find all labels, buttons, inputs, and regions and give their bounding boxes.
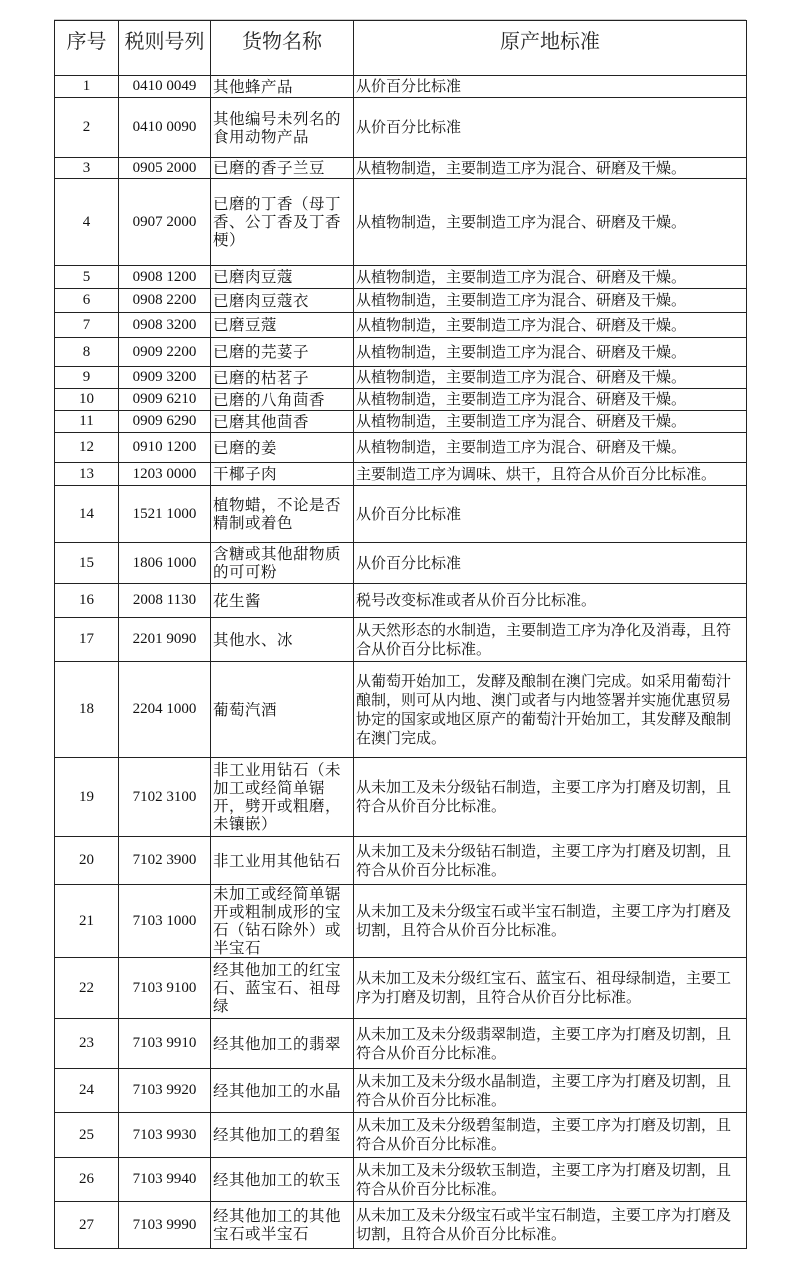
origin-standard-cell: 从植物制造，主要制造工序为混合、研磨及干燥。 — [354, 411, 747, 433]
table-row — [55, 289, 747, 313]
origin-standard-cell: 从植物制造，主要制造工序为混合、研磨及干燥。 — [354, 433, 747, 463]
origin-standard-cell: 从植物制造，主要制造工序为混合、研磨及干燥。 — [354, 313, 747, 338]
goods-name-cell: 其他编号未列名的食用动物产品 — [211, 98, 354, 158]
tariff-code-cell: 0908 2200 — [119, 289, 211, 313]
tariff-code-cell: 2204 1000 — [119, 662, 211, 758]
goods-name-cell: 已磨的枯茗子 — [211, 367, 354, 389]
goods-name-cell: 未加工或经简单锯开或粗制成形的宝石（钻石除外）或半宝石 — [211, 885, 354, 958]
tariff-code-cell: 7103 9940 — [119, 1158, 211, 1202]
table-row — [55, 411, 747, 433]
serial-cell: 8 — [55, 338, 119, 367]
goods-name-cell: 干椰子肉 — [211, 463, 354, 486]
origin-standard-cell: 从未加工及未分级宝石或半宝石制造，主要工序为打磨及切割，且符合从价百分比标准。 — [354, 885, 747, 958]
goods-name-cell: 已磨的八角茴香 — [211, 389, 354, 411]
table-row — [55, 543, 747, 584]
serial-cell: 23 — [55, 1019, 119, 1069]
goods-name-cell: 非工业用钻石（未加工或经简单锯开，劈开或粗磨，未镶嵌） — [211, 758, 354, 837]
origin-standard-cell: 从植物制造，主要制造工序为混合、研磨及干燥。 — [354, 289, 747, 313]
table-row — [55, 338, 747, 367]
serial-cell: 26 — [55, 1158, 119, 1202]
tariff-code-cell: 0907 2000 — [119, 179, 211, 266]
origin-standard-cell: 主要制造工序为调味、烘干，且符合从价百分比标准。 — [354, 463, 747, 486]
header-origin-standard: 原产地标准 — [354, 21, 747, 76]
header-goods-name: 货物名称 — [211, 21, 354, 76]
tariff-code-cell: 7103 9990 — [119, 1202, 211, 1249]
table-row — [55, 662, 747, 758]
tariff-code-cell: 0909 3200 — [119, 367, 211, 389]
goods-name-cell: 其他水、冰 — [211, 618, 354, 662]
table-row — [55, 313, 747, 338]
origin-standard-cell: 从植物制造，主要制造工序为混合、研磨及干燥。 — [354, 158, 747, 179]
serial-cell: 10 — [55, 389, 119, 411]
origin-standards-table — [54, 20, 747, 1249]
serial-cell: 7 — [55, 313, 119, 338]
origin-standard-cell: 从价百分比标准 — [354, 486, 747, 543]
table-row — [55, 758, 747, 837]
goods-name-cell: 已磨的香子兰豆 — [211, 158, 354, 179]
origin-standard-cell: 从未加工及未分级软玉制造，主要工序为打磨及切割，且符合从价百分比标准。 — [354, 1158, 747, 1202]
tariff-code-cell: 0908 3200 — [119, 313, 211, 338]
tariff-code-cell: 2201 9090 — [119, 618, 211, 662]
table-row — [55, 463, 747, 486]
serial-cell: 11 — [55, 411, 119, 433]
goods-name-cell: 经其他加工的水晶 — [211, 1069, 354, 1113]
serial-cell: 14 — [55, 486, 119, 543]
origin-standard-cell: 从价百分比标准 — [354, 76, 747, 98]
serial-cell: 3 — [55, 158, 119, 179]
tariff-code-cell: 7102 3900 — [119, 837, 211, 885]
table-row — [55, 1158, 747, 1202]
serial-cell: 5 — [55, 266, 119, 289]
goods-name-cell: 已磨豆蔻 — [211, 313, 354, 338]
serial-cell: 9 — [55, 367, 119, 389]
table-row — [55, 1069, 747, 1113]
tariff-code-cell: 7103 9920 — [119, 1069, 211, 1113]
table-row — [55, 1019, 747, 1069]
tariff-code-cell: 0905 2000 — [119, 158, 211, 179]
serial-cell: 12 — [55, 433, 119, 463]
table-row — [55, 885, 747, 958]
table-row — [55, 179, 747, 266]
table-row — [55, 958, 747, 1019]
table-row — [55, 158, 747, 179]
tariff-code-cell: 0909 6210 — [119, 389, 211, 411]
serial-cell: 20 — [55, 837, 119, 885]
serial-cell: 1 — [55, 76, 119, 98]
origin-standard-cell: 从植物制造，主要制造工序为混合、研磨及干燥。 — [354, 179, 747, 266]
origin-standard-cell: 从植物制造，主要制造工序为混合、研磨及干燥。 — [354, 389, 747, 411]
goods-name-cell: 已磨的丁香（母丁香、公丁香及丁香梗） — [211, 179, 354, 266]
goods-name-cell: 经其他加工的翡翠 — [211, 1019, 354, 1069]
goods-name-cell: 经其他加工的软玉 — [211, 1158, 354, 1202]
serial-cell: 13 — [55, 463, 119, 486]
goods-name-cell: 经其他加工的红宝石、蓝宝石、祖母绿 — [211, 958, 354, 1019]
header-tariff-code: 税则号列 — [119, 21, 211, 76]
tariff-code-cell: 0910 1200 — [119, 433, 211, 463]
tariff-code-cell: 7103 9930 — [119, 1113, 211, 1158]
origin-standard-cell: 从植物制造，主要制造工序为混合、研磨及干燥。 — [354, 266, 747, 289]
serial-cell: 6 — [55, 289, 119, 313]
tariff-code-cell: 0909 2200 — [119, 338, 211, 367]
tariff-code-cell: 7103 9910 — [119, 1019, 211, 1069]
goods-name-cell: 非工业用其他钻石 — [211, 837, 354, 885]
table-row — [55, 98, 747, 158]
table-row — [55, 837, 747, 885]
serial-cell: 19 — [55, 758, 119, 837]
tariff-code-cell: 0908 1200 — [119, 266, 211, 289]
tariff-code-cell: 1521 1000 — [119, 486, 211, 543]
origin-standard-cell: 税号改变标准或者从价百分比标准。 — [354, 584, 747, 618]
serial-cell: 25 — [55, 1113, 119, 1158]
tariff-code-cell: 7103 1000 — [119, 885, 211, 958]
table-row — [55, 618, 747, 662]
table-row — [55, 266, 747, 289]
header-serial: 序号 — [55, 21, 119, 76]
goods-name-cell: 经其他加工的其他宝石或半宝石 — [211, 1202, 354, 1249]
tariff-code-cell: 7103 9100 — [119, 958, 211, 1019]
table-row — [55, 486, 747, 543]
origin-standard-cell: 从未加工及未分级碧玺制造，主要工序为打磨及切割，且符合从价百分比标准。 — [354, 1113, 747, 1158]
serial-cell: 4 — [55, 179, 119, 266]
origin-standard-cell: 从未加工及未分级宝石或半宝石制造，主要工序为打磨及切割，且符合从价百分比标准。 — [354, 1202, 747, 1249]
serial-cell: 16 — [55, 584, 119, 618]
origin-standard-cell: 从未加工及未分级钻石制造，主要工序为打磨及切割，且符合从价百分比标准。 — [354, 758, 747, 837]
tariff-code-cell: 2008 1130 — [119, 584, 211, 618]
table-row — [55, 76, 747, 98]
origin-standard-cell: 从未加工及未分级钻石制造，主要工序为打磨及切割，且符合从价百分比标准。 — [354, 837, 747, 885]
goods-name-cell: 已磨肉豆蔻 — [211, 266, 354, 289]
origin-standard-cell: 从植物制造，主要制造工序为混合、研磨及干燥。 — [354, 367, 747, 389]
origin-standard-cell: 从价百分比标准 — [354, 543, 747, 584]
goods-name-cell: 已磨其他茴香 — [211, 411, 354, 433]
table-row — [55, 433, 747, 463]
origin-standard-cell: 从植物制造，主要制造工序为混合、研磨及干燥。 — [354, 338, 747, 367]
tariff-code-cell: 0410 0049 — [119, 76, 211, 98]
table-row — [55, 1113, 747, 1158]
origin-standard-cell: 从未加工及未分级水晶制造，主要工序为打磨及切割，且符合从价百分比标准。 — [354, 1069, 747, 1113]
goods-name-cell: 植物蜡，不论是否精制或着色 — [211, 486, 354, 543]
origin-standard-cell: 从未加工及未分级翡翠制造，主要工序为打磨及切割，且符合从价百分比标准。 — [354, 1019, 747, 1069]
serial-cell: 24 — [55, 1069, 119, 1113]
tariff-code-cell: 1203 0000 — [119, 463, 211, 486]
origin-standard-cell: 从天然形态的水制造，主要制造工序为净化及消毒，且符合从价百分比标准。 — [354, 618, 747, 662]
origin-standard-cell: 从价百分比标准 — [354, 98, 747, 158]
table-row — [55, 1202, 747, 1249]
table-row — [55, 367, 747, 389]
tariff-code-cell: 7102 3100 — [119, 758, 211, 837]
table-row — [55, 584, 747, 618]
tariff-code-cell: 1806 1000 — [119, 543, 211, 584]
serial-cell: 17 — [55, 618, 119, 662]
goods-name-cell: 已磨肉豆蔻衣 — [211, 289, 354, 313]
header-row — [55, 21, 747, 76]
goods-name-cell: 花生酱 — [211, 584, 354, 618]
goods-name-cell: 经其他加工的碧玺 — [211, 1113, 354, 1158]
goods-name-cell: 其他蜂产品 — [211, 76, 354, 98]
tariff-code-cell: 0909 6290 — [119, 411, 211, 433]
goods-name-cell: 含糖或其他甜物质的可可粉 — [211, 543, 354, 584]
goods-name-cell: 已磨的芫荽子 — [211, 338, 354, 367]
origin-standard-cell: 从未加工及未分级红宝石、蓝宝石、祖母绿制造，主要工序为打磨及切割，且符合从价百分比标准。 — [354, 958, 747, 1019]
table-row — [55, 389, 747, 411]
serial-cell: 18 — [55, 662, 119, 758]
serial-cell: 22 — [55, 958, 119, 1019]
serial-cell: 15 — [55, 543, 119, 584]
serial-cell: 2 — [55, 98, 119, 158]
goods-name-cell: 葡萄汽酒 — [211, 662, 354, 758]
serial-cell: 21 — [55, 885, 119, 958]
goods-name-cell: 已磨的姜 — [211, 433, 354, 463]
tariff-code-cell: 0410 0090 — [119, 98, 211, 158]
origin-standard-cell: 从葡萄开始加工，发酵及酿制在澳门完成。如采用葡萄汁酿制，则可从内地、澳门或者与内地签署并实施优惠贸易协定的国家或地区原产的葡萄汁开始加工，其发酵及酿制在澳门完成。 — [354, 662, 747, 758]
serial-cell: 27 — [55, 1202, 119, 1249]
